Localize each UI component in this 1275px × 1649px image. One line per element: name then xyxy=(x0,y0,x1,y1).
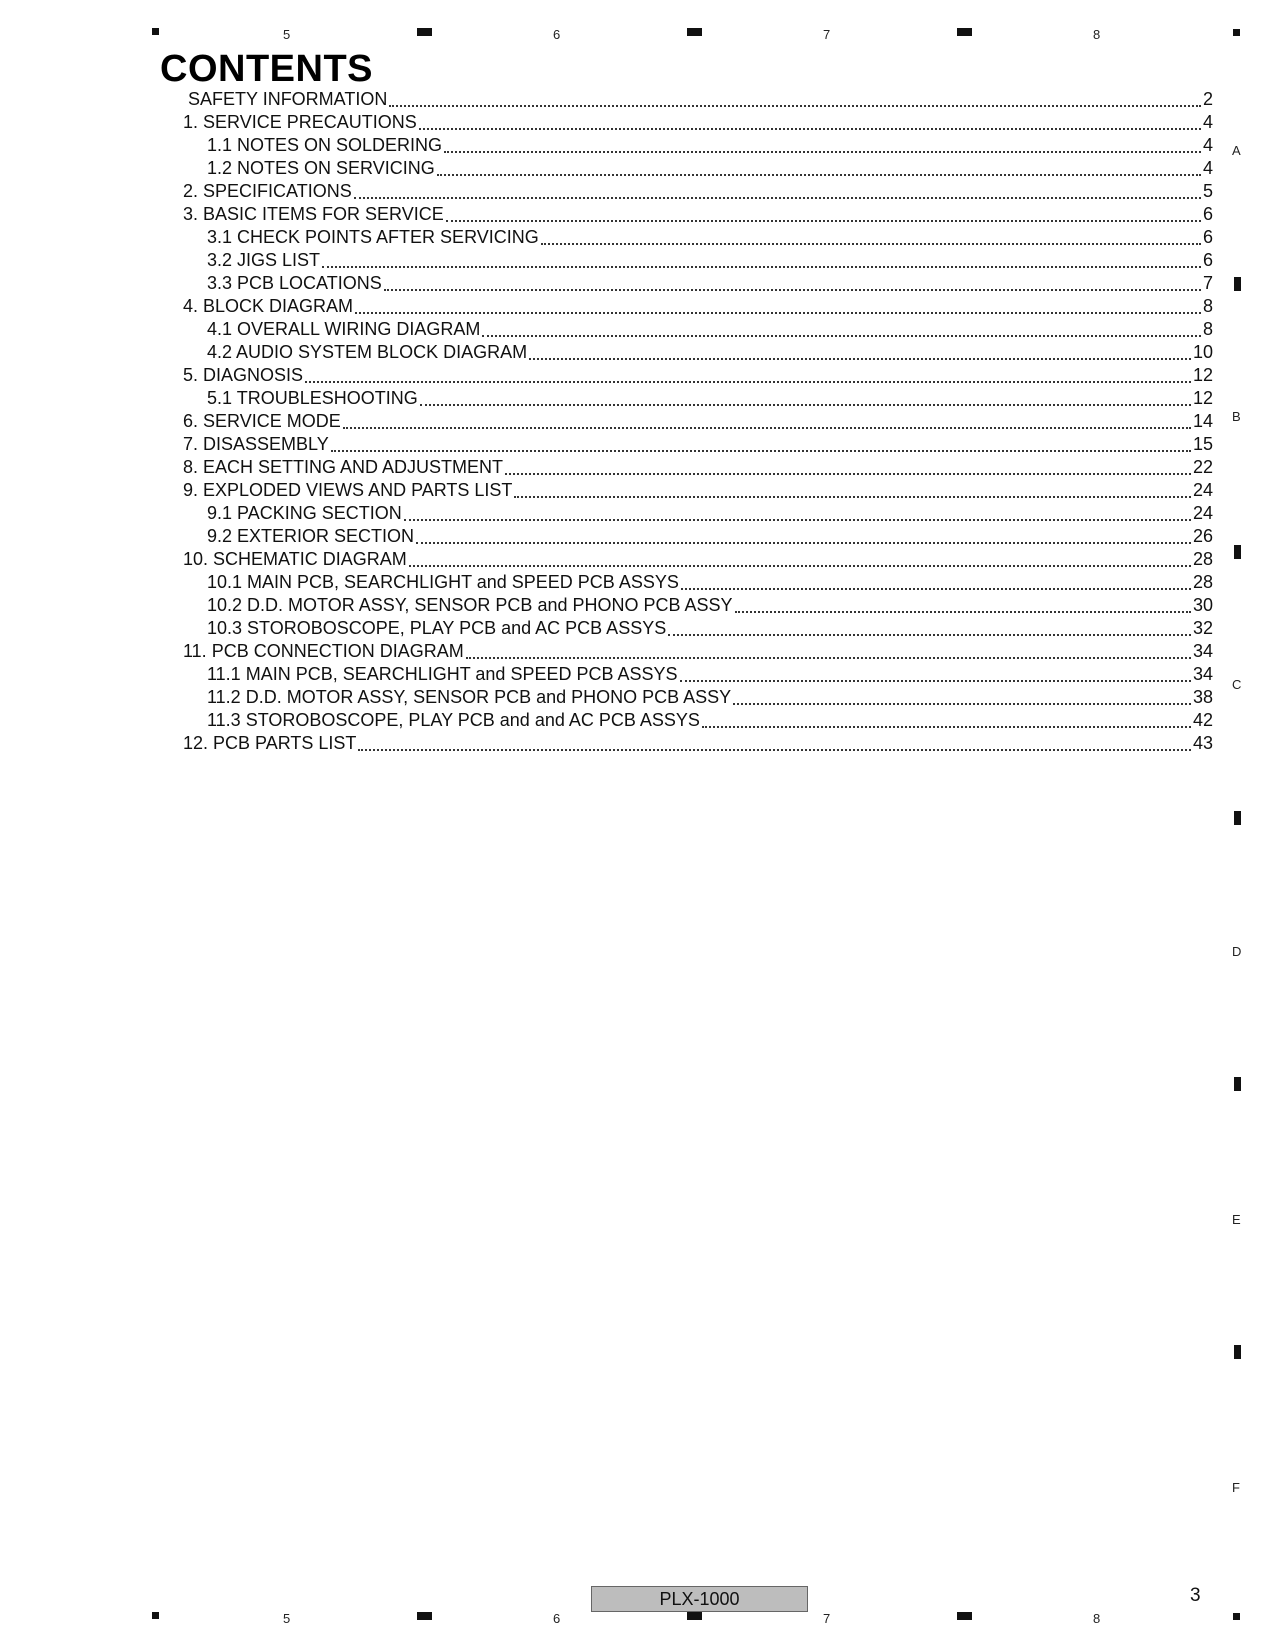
grid-divider-mark xyxy=(1234,277,1241,291)
toc-entry[interactable] xyxy=(183,410,1213,433)
toc-entry-page: 43 xyxy=(1192,733,1213,753)
grid-col-7: 7 xyxy=(823,1611,831,1626)
toc-entry-label: 8. EACH SETTING AND ADJUSTMENT xyxy=(183,457,504,477)
grid-row-f: F xyxy=(1232,1480,1240,1495)
toc-entry-label: 4. BLOCK DIAGRAM xyxy=(183,296,354,316)
toc-leader-dots xyxy=(343,427,1191,429)
toc-entry[interactable] xyxy=(183,594,1213,617)
toc-entry-label: 9. EXPLODED VIEWS AND PARTS LIST xyxy=(183,480,513,500)
toc-entry[interactable] xyxy=(183,295,1213,318)
grid-divider-mark xyxy=(957,1612,972,1620)
toc-entry-page: 34 xyxy=(1192,664,1213,684)
toc-entry-page: 28 xyxy=(1192,549,1213,569)
grid-col-8: 8 xyxy=(1093,27,1101,42)
toc-leader-dots xyxy=(668,634,1191,636)
toc-leader-dots xyxy=(444,151,1201,153)
toc-entry-page: 42 xyxy=(1192,710,1213,730)
toc-entry-page: 34 xyxy=(1192,641,1213,661)
toc-leader-dots xyxy=(466,657,1191,659)
grid-col-7: 7 xyxy=(823,27,831,42)
toc-entry-page: 24 xyxy=(1192,480,1213,500)
page-number: 3 xyxy=(1190,1585,1201,1606)
grid-row-d: D xyxy=(1232,944,1242,959)
toc-entry[interactable] xyxy=(183,617,1213,640)
grid-divider-mark xyxy=(1234,1345,1241,1359)
toc-entry[interactable] xyxy=(183,318,1213,341)
toc-leader-dots xyxy=(681,588,1191,590)
toc-leader-dots xyxy=(420,404,1191,406)
toc-entry-label: 5.1 TROUBLESHOOTING xyxy=(207,388,418,408)
toc-entry[interactable] xyxy=(183,548,1213,571)
toc-entry-label: 3.1 CHECK POINTS AFTER SERVICING xyxy=(207,227,539,247)
toc-entry[interactable] xyxy=(183,88,1213,111)
toc-entry-label: 12. PCB PARTS LIST xyxy=(183,733,357,753)
toc-leader-dots xyxy=(331,450,1191,452)
toc-leader-dots xyxy=(358,749,1191,751)
toc-entry-label: 7. DISASSEMBLY xyxy=(183,434,329,454)
toc-entry[interactable] xyxy=(183,663,1213,686)
grid-divider-mark xyxy=(687,28,702,36)
grid-col-5: 5 xyxy=(283,1611,291,1626)
toc-entry[interactable] xyxy=(183,456,1213,479)
toc-entry-page: 6 xyxy=(1202,227,1213,247)
toc-entry-page: 6 xyxy=(1202,204,1213,224)
toc-entry-label: 4.1 OVERALL WIRING DIAGRAM xyxy=(207,319,481,339)
grid-divider-mark xyxy=(687,1612,702,1620)
toc-entry[interactable] xyxy=(183,203,1213,226)
toc-leader-dots xyxy=(541,243,1201,245)
toc-leader-dots xyxy=(419,128,1201,130)
grid-col-8: 8 xyxy=(1093,1611,1101,1626)
toc-entry[interactable] xyxy=(183,732,1213,755)
toc-entry-page: 38 xyxy=(1192,687,1213,707)
toc-entry-page: 15 xyxy=(1192,434,1213,454)
toc-leader-dots xyxy=(409,565,1191,567)
table-of-contents xyxy=(183,88,1213,755)
toc-leader-dots xyxy=(322,266,1201,268)
toc-leader-dots xyxy=(384,289,1201,291)
toc-entry-label: 11.3 STOROBOSCOPE, PLAY PCB and and AC PCB ASSYS xyxy=(207,710,700,730)
grid-corner-mark xyxy=(152,1612,159,1619)
toc-entry[interactable] xyxy=(183,157,1213,180)
grid-col-6: 6 xyxy=(553,1611,561,1626)
toc-entry-label: 9.1 PACKING SECTION xyxy=(207,503,402,523)
toc-entry-label: 6. SERVICE MODE xyxy=(183,411,341,431)
grid-row-b: B xyxy=(1232,409,1241,424)
toc-entry-page: 12 xyxy=(1192,365,1213,385)
toc-leader-dots xyxy=(733,703,1191,705)
grid-divider-mark xyxy=(417,1612,432,1620)
top-grid-ruler xyxy=(0,24,1275,44)
toc-leader-dots xyxy=(416,542,1191,544)
grid-row-c: C xyxy=(1232,677,1242,692)
toc-leader-dots xyxy=(505,473,1191,475)
toc-entry-page: 26 xyxy=(1192,526,1213,546)
grid-divider-mark xyxy=(1234,1077,1241,1091)
toc-entry-label: 9.2 EXTERIOR SECTION xyxy=(207,526,415,546)
toc-entry-label: 10.3 STOROBOSCOPE, PLAY PCB and AC PCB ASSYS xyxy=(207,618,667,638)
toc-entry-label: 3.2 JIGS LIST xyxy=(207,250,321,270)
toc-leader-dots xyxy=(355,312,1201,314)
toc-entry-page: 2 xyxy=(1202,89,1213,109)
toc-entry-page: 7 xyxy=(1202,273,1213,293)
toc-entry[interactable] xyxy=(183,180,1213,203)
toc-entry[interactable] xyxy=(183,341,1213,364)
page-title: CONTENTS xyxy=(160,48,373,90)
toc-entry[interactable] xyxy=(183,525,1213,548)
toc-entry-page: 12 xyxy=(1192,388,1213,408)
toc-leader-dots xyxy=(389,105,1201,107)
toc-entry-page: 10 xyxy=(1192,342,1213,362)
grid-corner-mark xyxy=(152,28,159,35)
grid-divider-mark xyxy=(957,28,972,36)
toc-entry[interactable] xyxy=(183,479,1213,502)
toc-entry-label: 1. SERVICE PRECAUTIONS xyxy=(183,112,417,132)
grid-corner-mark xyxy=(1233,1613,1240,1620)
grid-row-e: E xyxy=(1232,1212,1241,1227)
toc-entry-label: 1.1 NOTES ON SOLDERING xyxy=(207,135,443,155)
toc-entry-label: 4.2 AUDIO SYSTEM BLOCK DIAGRAM xyxy=(207,342,528,362)
toc-entry[interactable] xyxy=(183,226,1213,249)
toc-entry[interactable] xyxy=(183,134,1213,157)
toc-entry-label: 10.2 D.D. MOTOR ASSY, SENSOR PCB and PHONO PCB ASSY xyxy=(207,595,733,615)
toc-entry-label: 5. DIAGNOSIS xyxy=(183,365,304,385)
toc-entry-page: 4 xyxy=(1202,158,1213,178)
toc-entry-page: 28 xyxy=(1192,572,1213,592)
toc-entry-label: 1.2 NOTES ON SERVICING xyxy=(207,158,435,178)
toc-entry-page: 32 xyxy=(1192,618,1213,638)
toc-leader-dots xyxy=(529,358,1191,360)
toc-entry-page: 6 xyxy=(1202,250,1213,270)
toc-leader-dots xyxy=(404,519,1191,521)
toc-entry-label: 3.3 PCB LOCATIONS xyxy=(207,273,382,293)
toc-entry[interactable] xyxy=(183,272,1213,295)
side-grid-ruler xyxy=(1232,0,1262,1649)
toc-entry-label: SAFETY INFORMATION xyxy=(188,89,388,109)
toc-entry-page: 8 xyxy=(1202,319,1213,339)
toc-entry-page: 5 xyxy=(1202,181,1213,201)
toc-leader-dots xyxy=(437,174,1201,176)
bottom-grid-ruler xyxy=(0,1608,1275,1628)
toc-leader-dots xyxy=(305,381,1191,383)
toc-leader-dots xyxy=(446,220,1201,222)
toc-entry-label: 11. PCB CONNECTION DIAGRAM xyxy=(183,641,464,661)
toc-entry[interactable] xyxy=(183,640,1213,663)
toc-entry-label: 11.1 MAIN PCB, SEARCHLIGHT and SPEED PCB ASSYS xyxy=(207,664,678,684)
grid-divider-mark xyxy=(1234,545,1241,559)
toc-entry[interactable] xyxy=(183,364,1213,387)
toc-entry[interactable] xyxy=(183,502,1213,525)
grid-col-6: 6 xyxy=(553,27,561,42)
toc-leader-dots xyxy=(482,335,1201,337)
toc-entry-page: 14 xyxy=(1192,411,1213,431)
toc-entry-page: 4 xyxy=(1202,135,1213,155)
toc-entry-page: 4 xyxy=(1202,112,1213,132)
toc-entry[interactable] xyxy=(183,686,1213,709)
toc-leader-dots xyxy=(514,496,1191,498)
toc-entry-page: 30 xyxy=(1192,595,1213,615)
toc-entry[interactable] xyxy=(183,571,1213,594)
toc-entry-label: 11.2 D.D. MOTOR ASSY, SENSOR PCB and PHONO PCB ASSY xyxy=(207,687,732,707)
toc-entry[interactable] xyxy=(183,387,1213,410)
grid-row-a: A xyxy=(1232,143,1241,158)
toc-entry-label: 10.1 MAIN PCB, SEARCHLIGHT and SPEED PCB ASSYS xyxy=(207,572,679,592)
model-label: PLX-1000 xyxy=(591,1586,808,1612)
toc-leader-dots xyxy=(354,197,1201,199)
toc-leader-dots xyxy=(680,680,1191,682)
toc-entry-label: 2. SPECIFICATIONS xyxy=(183,181,352,201)
grid-divider-mark xyxy=(1234,811,1241,825)
toc-leader-dots xyxy=(735,611,1191,613)
toc-entry[interactable] xyxy=(183,433,1213,456)
toc-entry-label: 3. BASIC ITEMS FOR SERVICE xyxy=(183,204,444,224)
toc-entry-page: 24 xyxy=(1192,503,1213,523)
toc-leader-dots xyxy=(702,726,1191,728)
toc-entry[interactable] xyxy=(183,709,1213,732)
toc-entry-page: 8 xyxy=(1202,296,1213,316)
toc-entry-label: 10. SCHEMATIC DIAGRAM xyxy=(183,549,407,569)
toc-entry[interactable] xyxy=(183,111,1213,134)
toc-entry[interactable] xyxy=(183,249,1213,272)
grid-divider-mark xyxy=(417,28,432,36)
grid-col-5: 5 xyxy=(283,27,291,42)
toc-entry-page: 22 xyxy=(1192,457,1213,477)
